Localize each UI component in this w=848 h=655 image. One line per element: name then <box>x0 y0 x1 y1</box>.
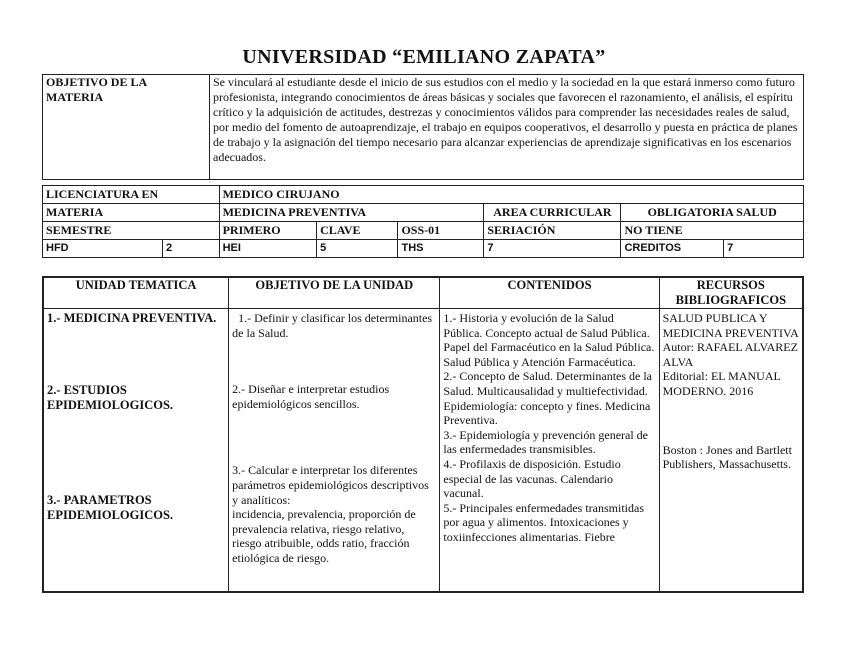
unidades-cell <box>43 309 229 593</box>
objective-text: Se vinculará al estudiante desde el inicio de sus estudios con el medio y la sociedad en la que estará inmerso como futuro profesionista, integrando conocimientos de áreas básicas y sociales que favorecen el razonamiento, el análisis, el espíritu crítico y la adquisición de actitudes, destrezas y conocimientos válidos para comprender las necesidades reales de salud, por medio del fomento de autoaprendizaje, el trabajo en equipos cooperativos, el desarrollo y puesta en práctica de planes de trabajo y la asignación del tiempo necesario para alcanzar experiencias de aprendizaje significativas en los escenarios adecuados. <box>210 75 804 180</box>
hei-value: 5 <box>317 240 398 258</box>
resource-author: Autor: RAFAEL ALVAREZ ALVA <box>662 340 798 369</box>
resource-title: SALUD PUBLICA Y MEDICINA PREVENTIVA <box>662 311 799 340</box>
unit-2: 2.- ESTUDIOS EPIDEMIOLOGICOS. <box>47 383 174 412</box>
objective-table <box>42 74 804 180</box>
ths-value: 7 <box>484 240 621 258</box>
unit-1: 1.- MEDICINA PREVENTIVA. <box>47 311 217 325</box>
creditos-value: 7 <box>724 240 804 258</box>
semestre-label: SEMESTRE <box>43 222 220 240</box>
seriacion-label: SERIACIÓN <box>484 222 621 240</box>
licenciatura-value: MEDICO CIRUJANO <box>219 186 803 204</box>
objective-3: 3.- Calcular e interpretar los diferentes parámetros epidemiológicos descriptivos y analíticos: <box>232 463 429 507</box>
materia-value: MEDICINA PREVENTIVA <box>219 204 484 222</box>
area-label: AREA CURRICULAR <box>484 204 621 222</box>
area-value: OBLIGATORIA SALUD <box>621 204 804 222</box>
ths-label: THS <box>398 240 484 258</box>
objective-1: 1.- Definir y clasificar los determinantes de la Salud. <box>232 311 436 340</box>
content-2: 2.- Concepto de Salud. Determinantes de la Salud. Multicausalidad y multiefectividad. <box>443 369 653 398</box>
hei-label: HEI <box>219 240 317 258</box>
clave-value: OSS-01 <box>398 222 484 240</box>
header-objetivo: OBJETIVO DE LA UNIDAD <box>229 277 440 309</box>
semestre-value: PRIMERO <box>219 222 317 240</box>
header-unidad: UNIDAD TEMATICA <box>43 277 229 309</box>
objective-3-detail: incidencia, prevalencia, proporción de prevalencia relativa, riesgo relativo, riesgo atribuible, odds ratio, fracción etiológica de riesgo. <box>232 507 416 565</box>
seriacion-value: NO TIENE <box>621 222 804 240</box>
content-4: 4.- Profilaxis de disposición. Estudio especial de las vacunas. Calendario vacunal. <box>443 456 621 501</box>
header-contenidos: CONTENIDOS <box>440 277 659 309</box>
unit-3: 3.- PARAMETROS EPIDEMIOLOGICOS. <box>47 493 174 522</box>
header-recursos: RECURSOS BIBLIOGRAFICOS <box>659 277 803 309</box>
recursos-cell <box>659 309 803 593</box>
content-3: 3.- Epidemiología y prevención general de las enfermedades transmisibles. <box>443 427 648 457</box>
materia-label: MATERIA <box>43 204 220 222</box>
hfd-value: 2 <box>163 240 220 258</box>
page-title: UNIVERSIDAD “EMILIANO ZAPATA” <box>242 46 606 68</box>
content-5: 5.- Principales enfermedades transmitidas por agua y alimentos. Intoxicaciones y toxiinfecciones alimentarias. Fiebre <box>443 500 645 544</box>
hfd-label: HFD <box>43 240 163 258</box>
objective-2: 2.- Diseñar e interpretar estudios epidemiológicos sencillos. <box>232 382 390 411</box>
objective-label: OBJETIVO DE LA MATERIA <box>43 75 210 180</box>
content-2b: Epidemiología: concepto y fines. Medicina Preventiva. <box>443 398 651 428</box>
resource-publisher: Editorial: EL MANUAL MODERNO. 2016 <box>662 369 781 398</box>
contenidos-cell <box>440 309 659 593</box>
clave-label: CLAVE <box>317 222 398 240</box>
licenciatura-label: LICENCIATURA EN <box>43 186 220 204</box>
objetivos-cell <box>229 309 440 593</box>
course-info-table <box>42 185 804 258</box>
units-table <box>42 276 804 593</box>
creditos-label: CREDITOS <box>621 240 724 258</box>
content-1: 1.- Historia y evolución de la Salud Pública. Concepto actual de Salud Pública. Papel del Farmacéutico en la Salud Pública. Salud Pública y Atención Farmacéutica. <box>443 311 655 369</box>
resource-boston: Boston : Jones and Bartlett Publishers, Massachusetts. <box>662 442 792 472</box>
